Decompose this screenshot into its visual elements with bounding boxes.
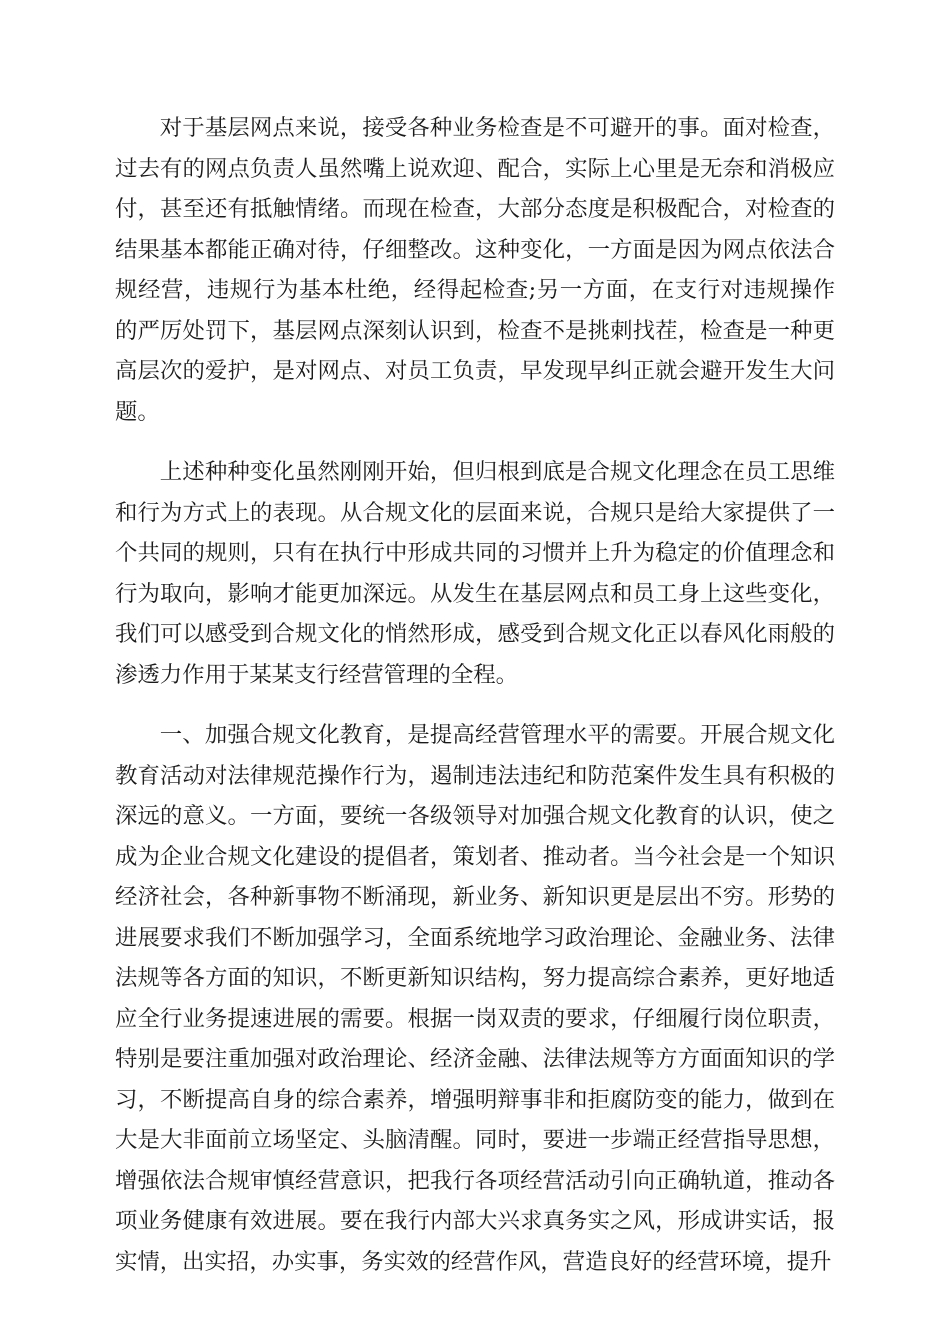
paragraph-1: 对于基层网点来说，接受各种业务检查是不可避开的事。面对检查，过去有的网点负责人虽然嘴上说欢迎、配合，实际上心里是无奈和消极应付，甚至还有抵触情绪。而现在检查，大部分态度是积极配合，对检查的结果基本都能正确对待，仔细整改。这种变化，一方面是因为网点依法合规经营，违规行为基本杜绝，经得起检查;另一方面，在支行对违规操作的严厉处罚下，基层网点深刻认识到，检查不是挑刺找茬，检查是一种更高层次的爱护，是对网点、对员工负责，早发现早纠正就会避开发生大问题。 [115, 115, 835, 425]
paragraph-2: 上述种种变化虽然刚刚开始，但归根到底是合规文化理念在员工思维和行为方式上的表现。从合规文化的层面来说，合规只是给大家提供了一个共同的规则，只有在执行中形成共同的习惯并上升为稳定的价值理念和行为取向，影响才能更加深远。从发生在基层网点和员工身上这些变化，我们可以感受到合规文化的悄然形成，感受到合规文化正以春风化雨般的渗透力作用于某某支行经营管理的全程。 [115, 459, 835, 688]
document-body [115, 108, 835, 1282]
paragraph-3: 一、加强合规文化教育，是提高经营管理水平的需要。开展合规文化教育活动对法律规范操作行为，遏制违法违纪和防范案件发生具有积极的深远的意义。一方面，要统一各级领导对加强合规文化教育的认识，使之成为企业合规文化建设的提倡者，策划者、推动者。当今社会是一个知识经济社会，各种新事物不断涌现，新业务、新知识更是层出不穷。形势的进展要求我们不断加强学习，全面系统地学习政治理论、金融业务、法律法规等各方面的知识，不断更新知识结构，努力提高综合素养，更好地适应全行业务提速进展的需要。根据一岗双责的要求，仔细履行岗位职责，特别是要注重加强对政治理论、经济金融、法律法规等方方面面知识的学习，不断提高自身的综合素养，增强明辩事非和拒腐防变的能力，做到在大是大非面前立场坚定、头脑清醒。同时，要进一步端正经营指导思想，增强依法合规审慎经营意识，把我行各项经营活动引向正确轨道，推动各项业务健康有效进展。要在我行内部大兴求真务实之风，形成讲实话，报实情，出实招，办实事，务实效的经营作风，营造良好的经营环境，提升 [115, 722, 835, 1275]
